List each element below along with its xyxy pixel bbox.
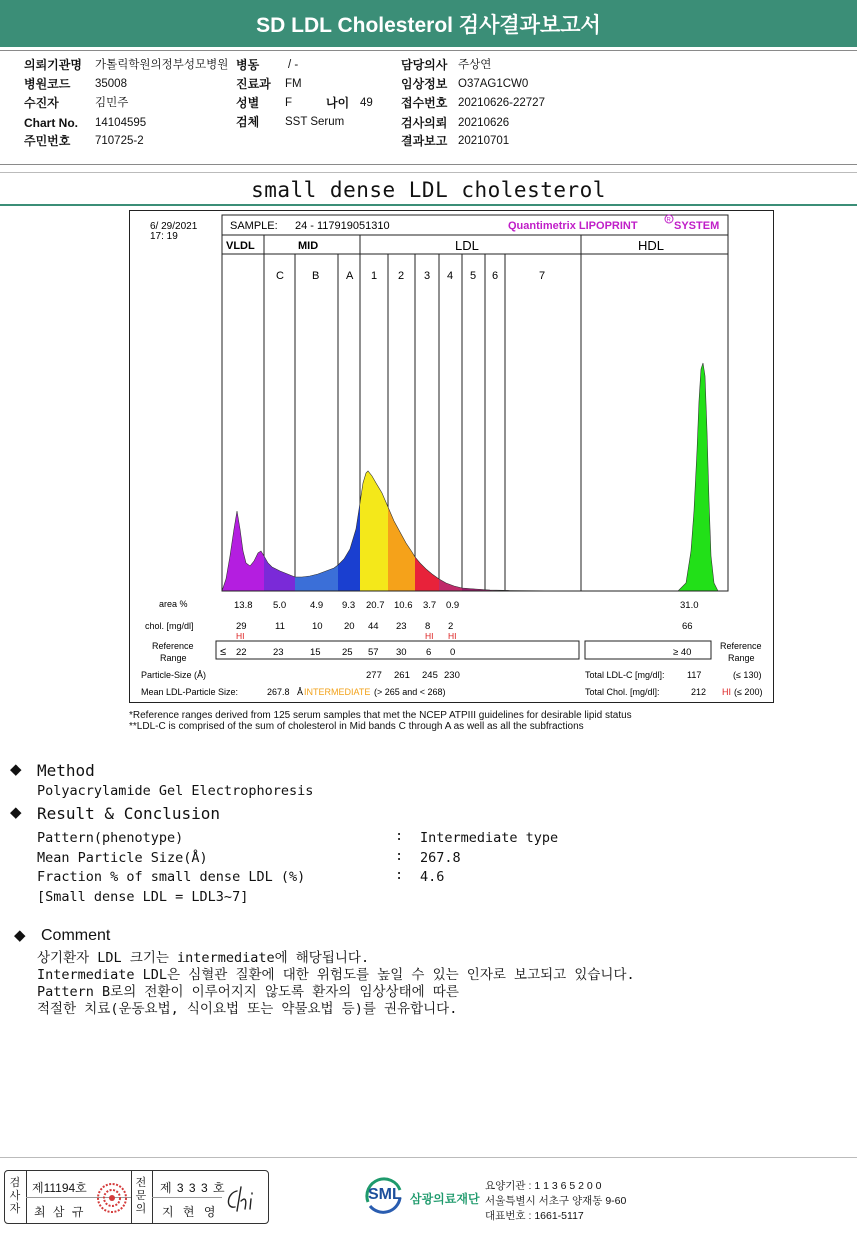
header-divider — [0, 50, 857, 51]
chol-flag-vldl: HI — [236, 631, 245, 641]
band-label-1: 1 — [371, 270, 378, 282]
row-ref-label-2: Range — [160, 653, 187, 663]
chart-no-value: 14104595 — [95, 117, 147, 129]
chol-cell-4: 2 — [448, 621, 454, 632]
band-label-5: 5 — [470, 270, 477, 282]
lipoprint-chart — [129, 210, 774, 703]
particle-size-1: 277 — [366, 670, 382, 681]
report-date-value: 20210701 — [458, 135, 510, 147]
band-label-a: A — [346, 270, 354, 282]
plot-frame — [222, 235, 728, 591]
area-cell-c: 5.0 — [273, 600, 287, 611]
area-cell-2: 10.6 — [394, 600, 413, 611]
chol-flag-3: HI — [425, 631, 434, 641]
peak-a — [338, 503, 360, 591]
band-label-b: B — [312, 270, 320, 282]
area-cell-4: 0.9 — [446, 600, 460, 611]
footnote-1: *Reference ranges derived from 125 serum samples that met the NCEP ATPIII guidelines for desirable lipid status — [129, 710, 632, 721]
chart-date: 6/ 29/2021 — [150, 221, 198, 232]
examiner-seal-icon — [95, 1181, 129, 1215]
report-title-text: SD LDL Cholesterol 검사결과보고서 — [256, 13, 601, 37]
lipoprint-svg — [130, 211, 775, 704]
ref-cell-b: 15 — [310, 647, 321, 658]
mean-size-value: 267.8 — [267, 687, 290, 697]
group-hdl: HDL — [638, 238, 665, 253]
org-contact — [485, 1179, 626, 1224]
footnote-2: **LDL-C is comprised of the sum of cholesterol in Mid bands C through A as well as all the subfractions — [129, 721, 584, 732]
band-label-3: 3 — [424, 270, 431, 282]
result-fraction-value: 4.6 — [420, 869, 445, 885]
department-value: FM — [285, 78, 302, 90]
chol-flag-4: HI — [448, 631, 457, 641]
org-address: 서울특별시 서초구 양재동 9-60 — [485, 1195, 627, 1207]
department-label: 진료과 — [236, 77, 271, 91]
ref-cell-2: 30 — [396, 647, 407, 658]
age-label: 나이 — [326, 96, 350, 110]
result-size-value: 267.8 — [420, 850, 461, 866]
result-note: [Small dense LDL = LDL3~7] — [37, 889, 249, 905]
ref-cell-c: 23 — [273, 647, 284, 658]
comment-line-4: 적절한 치료(운동요법, 식이요법 또는 약물요법 등)를 권유합니다. — [37, 1001, 458, 1017]
org-logo — [364, 1176, 484, 1220]
curve-outline — [222, 363, 728, 591]
mean-size-range: (> 265 and < 268) — [374, 687, 446, 697]
specialist-vertical-label: 전문의 — [135, 1177, 147, 1215]
total-chol-ref: (≤ 200) — [734, 687, 763, 697]
band-label-6: 6 — [492, 270, 499, 282]
method-text: Polyacrylamide Gel Electrophoresis — [37, 783, 314, 799]
result-pattern-colon: : — [395, 828, 404, 844]
row-chol-label: chol. [mg/dl] — [145, 621, 194, 631]
ward-label: 병동 — [236, 58, 260, 72]
area-cell-1: 20.7 — [366, 600, 385, 611]
institution-label: 의뢰기관명 — [24, 58, 82, 72]
peak-1 — [360, 471, 388, 591]
ref-le-symbol: ≤ — [220, 646, 227, 658]
particle-size-3: 245 — [422, 670, 438, 681]
examiner-vertical-label: 검사자 — [9, 1177, 21, 1215]
result-bullet-icon: ◆ — [10, 803, 22, 821]
request-date-value: 20210626 — [458, 117, 510, 129]
chol-cell-1: 44 — [368, 621, 379, 632]
ref-cell-1: 57 — [368, 647, 379, 658]
chart-time: 17: 19 — [150, 231, 178, 242]
org-logo-text: SML — [368, 1186, 402, 1203]
resident-no-value: 710725-2 — [95, 135, 144, 147]
chol-cell-b: 10 — [312, 621, 323, 632]
footer-divider — [0, 1157, 857, 1158]
sex-label: 성별 — [236, 96, 260, 110]
ref-cell-4: 0 — [450, 647, 456, 658]
area-cell-3: 3.7 — [423, 600, 437, 611]
band-label-7: 7 — [539, 270, 546, 282]
peak-hdl — [678, 363, 728, 591]
org-name: 삼광의료재단 — [410, 1192, 480, 1206]
particle-size-label: Particle-Size (Å) — [141, 670, 207, 680]
total-chol-value: 212 — [691, 687, 707, 697]
band-label-4: 4 — [447, 270, 454, 282]
ref-range-box-hdl — [585, 641, 711, 659]
clinical-info-label: 임상정보 — [401, 77, 448, 91]
resident-no-label: 주민번호 — [24, 134, 71, 148]
patient-label: 수진자 — [24, 96, 59, 110]
ward-value: / - — [288, 59, 299, 71]
result-size-label: Mean Particle Size(Å) — [37, 850, 208, 866]
doctor-value: 주상연 — [458, 59, 492, 71]
chol-cell-c: 11 — [275, 621, 285, 632]
report-title — [0, 0, 857, 47]
ref-right-label-1: Reference — [720, 641, 762, 651]
section-title-text: small dense LDL cholesterol — [251, 178, 606, 202]
comment-line-1: 상기환자 LDL 크기는 intermediate에 해당됩니다. — [37, 950, 370, 966]
sex-value: F — [285, 97, 293, 109]
hospital-code-value: 35008 — [95, 78, 127, 90]
comment-line-2: Intermediate LDL은 심혈관 질환에 대한 위험도를 높일 수 있는 인자로 보고되고 있습니다. — [37, 967, 635, 983]
ref-cell-3: 6 — [426, 647, 432, 658]
specimen-value: SST Serum — [285, 116, 345, 128]
total-ldlc-value: 117 — [687, 670, 702, 680]
ref-cell-vldl: 22 — [236, 647, 247, 658]
area-cell-b: 4.9 — [310, 600, 324, 611]
brand-suffix: SYSTEM — [674, 220, 720, 232]
group-ldl: LDL — [455, 238, 479, 253]
request-date-label: 검사의뢰 — [401, 116, 448, 130]
group-mid: MID — [298, 240, 319, 252]
signature-box — [4, 1170, 269, 1224]
chart-no-label: Chart No. — [24, 116, 78, 130]
mean-size-class: INTERMEDIATE — [304, 687, 371, 697]
brand-registered-mark: R — [666, 217, 671, 224]
brand-text: Quantimetrix LIPOPRINT — [508, 220, 638, 232]
row-area-label: area % — [159, 599, 188, 609]
comment-bullet-icon: ◆ — [14, 926, 26, 944]
result-size-colon: : — [395, 848, 404, 864]
band-dividers — [264, 235, 581, 591]
particle-size-4: 230 — [444, 670, 460, 681]
report-date-label: 결과보고 — [401, 134, 448, 148]
care-code: 요양기관 : 1 1 3 6 5 2 0 0 — [485, 1180, 602, 1192]
area-cell-hdl: 31.0 — [680, 600, 699, 611]
peak-3 — [415, 557, 439, 591]
hospital-code-label: 병원코드 — [24, 77, 71, 91]
densitometry-curve — [222, 363, 728, 591]
info-divider — [0, 164, 857, 165]
chol-cell-3: 8 — [425, 621, 431, 632]
result-title: Result & Conclusion — [37, 804, 221, 823]
peak-2 — [388, 507, 415, 591]
institution-value: 가톨릭학원의정부성모병원 — [95, 59, 229, 71]
result-pattern-label: Pattern(phenotype) — [37, 830, 184, 846]
comment-title: Comment — [41, 927, 111, 944]
chol-cell-hdl: 66 — [682, 621, 693, 632]
specimen-label: 검체 — [236, 115, 260, 129]
total-ldlc-label: Total LDL-C [mg/dl]: — [585, 670, 665, 680]
examiner-name: 최 삼 규 — [34, 1205, 86, 1219]
group-vldl: VLDL — [226, 240, 255, 252]
area-cell-vldl: 13.8 — [234, 600, 253, 611]
sample-label: SAMPLE: — [230, 220, 278, 232]
patient-value: 김민주 — [95, 97, 129, 109]
particle-size-2: 261 — [394, 670, 410, 681]
specialist-name: 지 현 영 — [162, 1205, 219, 1219]
row-ref-label-1: Reference — [152, 641, 194, 651]
reception-no-label: 접수번호 — [401, 96, 448, 110]
org-phone: 대표번호 : 1661-5117 — [485, 1210, 584, 1222]
area-cell-a: 9.3 — [342, 600, 356, 611]
age-value: 49 — [360, 97, 373, 109]
chol-cell-2: 23 — [396, 621, 407, 632]
mean-size-unit: Å — [297, 687, 304, 697]
band-label-2: 2 — [398, 270, 405, 282]
band-label-c: C — [276, 270, 284, 282]
result-fraction-label: Fraction % of small dense LDL (%) — [37, 869, 306, 885]
ref-cell-a: 25 — [342, 647, 353, 658]
result-fraction-colon: : — [395, 867, 404, 883]
result-pattern-value: Intermediate type — [420, 830, 559, 846]
examiner-license: 제11194호 — [32, 1181, 87, 1195]
sig-separator-2 — [131, 1171, 132, 1223]
reception-no-value: 20210626-22727 — [458, 97, 545, 109]
specialist-license: 제 3 3 3 호 — [160, 1181, 226, 1195]
clinical-info-value: O37AG1CW0 — [458, 78, 529, 90]
peak-c — [264, 556, 295, 591]
chol-cell-a: 20 — [344, 621, 355, 632]
section-title — [0, 172, 857, 206]
method-bullet-icon: ◆ — [10, 760, 22, 778]
mean-size-label: Mean LDL-Particle Size: — [141, 687, 239, 697]
hdl-ref-value: ≥ 40 — [673, 647, 692, 658]
total-chol-flag: HI — [722, 687, 731, 697]
total-chol-label: Total Chol. [mg/dl]: — [585, 687, 660, 697]
sig-hsep-2 — [152, 1197, 222, 1198]
doctor-label: 담당의사 — [401, 58, 448, 72]
comment-line-3: Pattern B로의 전환이 이루어지지 않도록 환자의 임상상태에 따른 — [37, 984, 459, 1000]
total-ldlc-ref: (≤ 130) — [733, 670, 762, 680]
sample-value: 24 - 117919051310 — [295, 220, 390, 232]
chol-cell-vldl: 29 — [236, 621, 247, 632]
method-title: Method — [37, 761, 95, 780]
specialist-signature-icon — [223, 1183, 267, 1215]
ref-right-label-2: Range — [728, 653, 755, 663]
